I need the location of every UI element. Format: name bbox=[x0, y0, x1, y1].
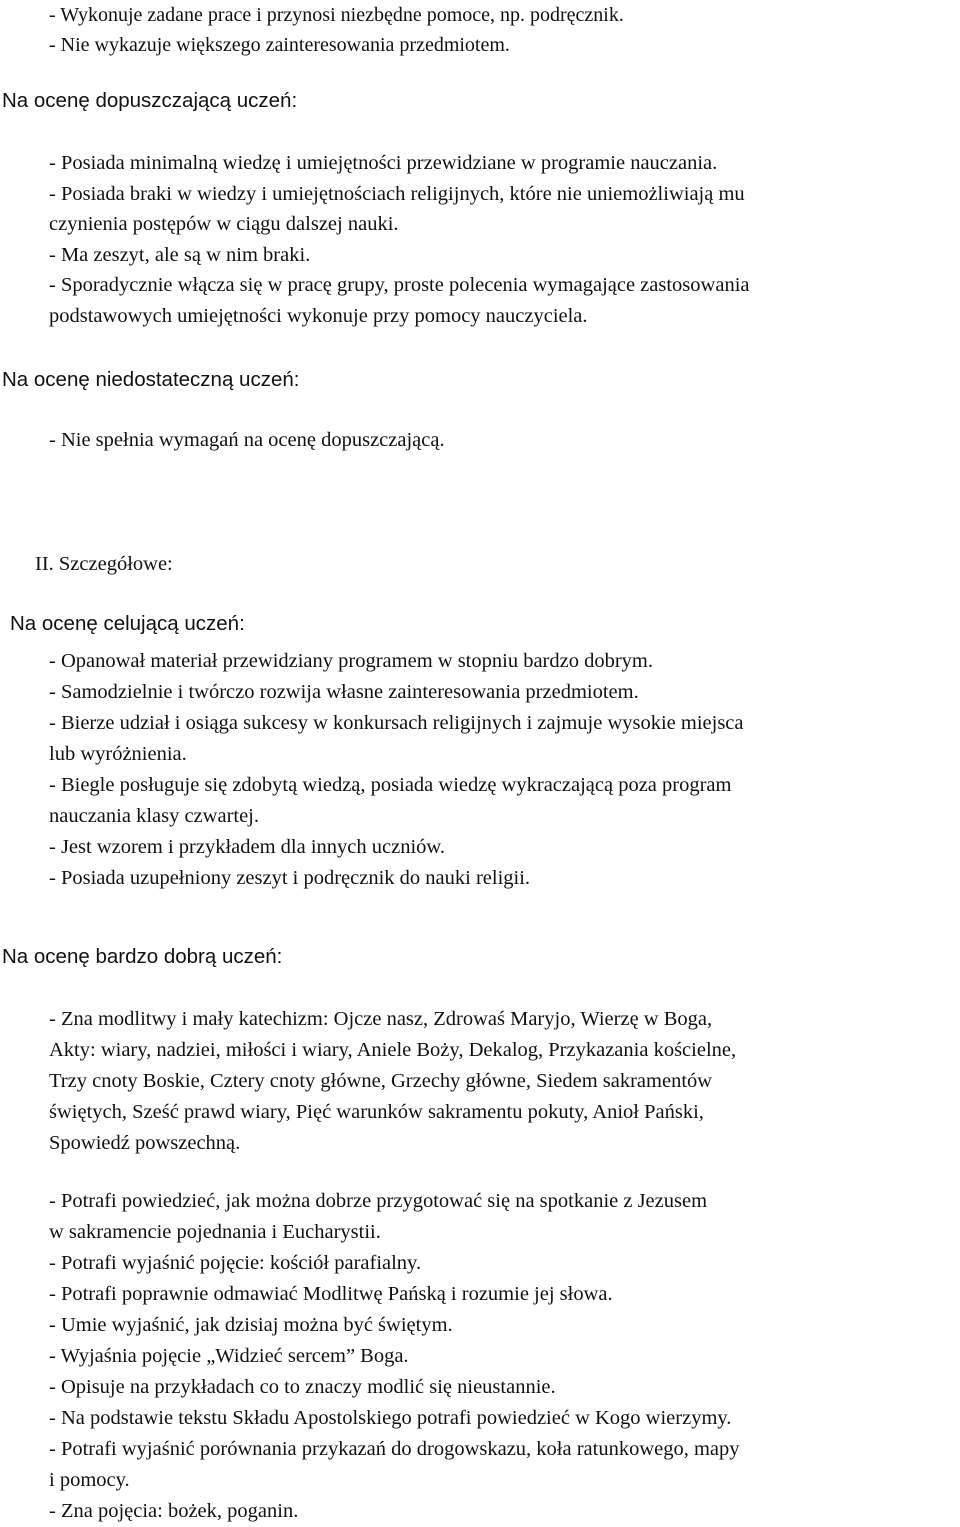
list-item: - Biegle posługuje się zdobytą wiedzą, posiada wiedzę wykraczającą poza program bbox=[49, 774, 732, 796]
list-bardzo-dobra-modlitwy bbox=[49, 1004, 736, 1159]
list-item: i pomocy. bbox=[49, 1469, 130, 1491]
section-title: II. Szczegółowe: bbox=[35, 553, 173, 575]
list-item: Spowiedź powszechną. bbox=[49, 1132, 241, 1154]
heading-celujaca: Na ocenę celującą uczeń: bbox=[10, 612, 245, 635]
list-item: - Posiada uzupełniony zeszyt i podręcznik do nauki religii. bbox=[49, 867, 531, 889]
list-item: - Posiada minimalną wiedzę i umiejętności przewidziane w programie nauczania. bbox=[49, 152, 718, 174]
list-celujaca bbox=[49, 646, 744, 894]
list-dopuszczajaca bbox=[49, 148, 749, 331]
list-item: Akty: wiary, nadziei, miłości i wiary, Aniele Boży, Dekalog, Przykazania kościelne, bbox=[49, 1039, 737, 1061]
list-item: - Umie wyjaśnić, jak dzisiaj można być świętym. bbox=[49, 1314, 453, 1336]
list-item: czynienia postępów w ciągu dalszej nauki. bbox=[49, 213, 399, 235]
list-item: nauczania klasy czwartej. bbox=[49, 805, 260, 827]
list-item: - Ma zeszyt, ale są w nim braki. bbox=[49, 243, 311, 266]
list-item: - Potrafi poprawnie odmawiać Modlitwę Pańską i rozumie jej słowa. bbox=[49, 1283, 613, 1305]
list-item: - Sporadycznie włącza się w pracę grupy, proste polecenia wymagające zastosowania bbox=[49, 274, 750, 296]
list-item: - Wykonuje zadane prace i przynosi niezbędne pomoce, np. podręcznik. bbox=[49, 4, 624, 26]
list-item: podstawowych umiejętności wykonuje przy pomocy nauczyciela. bbox=[49, 304, 588, 327]
list-item: w sakramencie pojednania i Eucharystii. bbox=[49, 1221, 381, 1243]
list-item: - Opanował materiał przewidziany programem w stopniu bardzo dobrym. bbox=[49, 650, 653, 672]
list-item: - Opisuje na przykładach co to znaczy modlić się nieustannie. bbox=[49, 1376, 556, 1398]
list-item: - Na podstawie tekstu Składu Apostolskiego potrafi powiedzieć w Kogo wierzymy. bbox=[49, 1407, 732, 1429]
list-item: - Samodzielnie i twórczo rozwija własne zainteresowania przedmiotem. bbox=[49, 681, 639, 703]
list-item: Trzy cnoty Boskie, Cztery cnoty główne, Grzechy główne, Siedem sakramentów bbox=[49, 1070, 713, 1092]
list-item: świętych, Sześć prawd wiary, Pięć warunków sakramentu pokuty, Anioł Pański, bbox=[49, 1101, 704, 1123]
list-bardzo-dobra-umiejetnosci bbox=[49, 1186, 740, 1527]
list-item: - Potrafi wyjaśnić porównania przykazań do drogowskazu, koła ratunkowego, mapy bbox=[49, 1438, 740, 1460]
heading-bardzo-dobra: Na ocenę bardzo dobrą uczeń: bbox=[2, 945, 283, 968]
list-item: - Potrafi wyjaśnić pojęcie: kościół parafialny. bbox=[49, 1252, 422, 1274]
list-item: - Jest wzorem i przykładem dla innych uczniów. bbox=[49, 836, 446, 858]
top-list bbox=[49, 0, 624, 60]
list-item: - Potrafi powiedzieć, jak można dobrze przygotować się na spotkanie z Jezusem bbox=[49, 1190, 708, 1212]
list-item: - Nie spełnia wymagań na ocenę dopuszczającą. bbox=[49, 429, 445, 451]
list-item: - Nie wykazuje większego zainteresowania przedmiotem. bbox=[49, 34, 510, 56]
heading-niedostateczna: Na ocenę niedostateczną uczeń: bbox=[2, 368, 300, 391]
list-item: - Zna pojęcia: bożek, poganin. bbox=[49, 1500, 299, 1522]
list-item: - Bierze udział i osiąga sukcesy w konkursach religijnych i zajmuje wysokie miejsca bbox=[49, 712, 744, 734]
heading-dopuszczajaca: Na ocenę dopuszczającą uczeń: bbox=[2, 89, 298, 112]
list-item: - Posiada braki w wiedzy i umiejętnościach religijnych, które nie uniemożliwiają mu bbox=[49, 182, 745, 205]
list-item: lub wyróżnienia. bbox=[49, 743, 187, 765]
list-item: - Wyjaśnia pojęcie „Widzieć sercem” Boga. bbox=[49, 1345, 409, 1367]
list-niedostateczna bbox=[49, 425, 445, 456]
list-item: - Zna modlitwy i mały katechizm: Ojcze nasz, Zdrowaś Maryjo, Wierzę w Boga, bbox=[49, 1008, 713, 1030]
